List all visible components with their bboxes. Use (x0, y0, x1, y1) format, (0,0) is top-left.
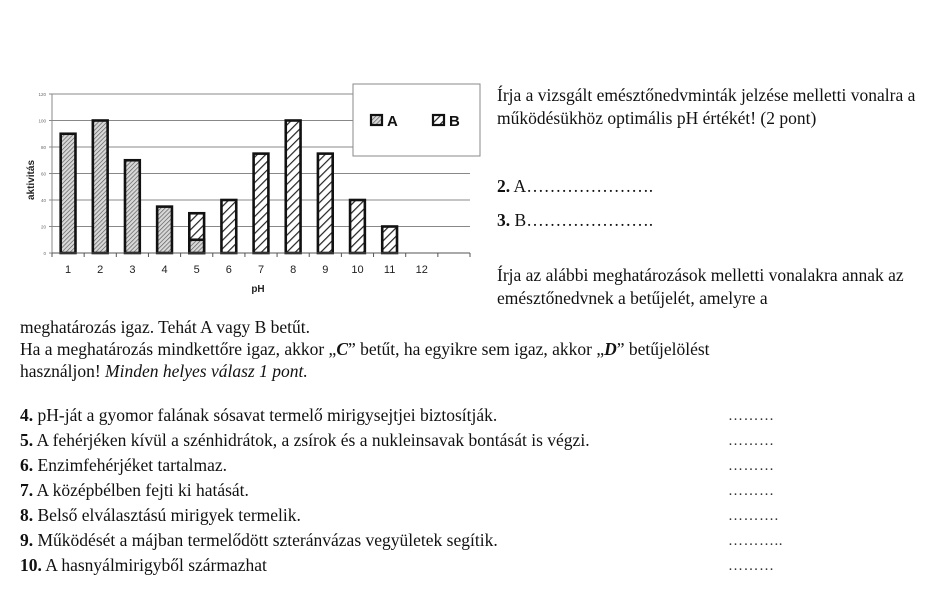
question-number: 10. (20, 555, 42, 575)
question-text: A hasnyálmirigyből származhat (45, 555, 267, 575)
answer-blank-b[interactable]: …………………. (526, 210, 654, 230)
answer-letter: A (513, 176, 527, 196)
question-text: Enzimfehérjéket tartalmaz. (37, 455, 227, 475)
y-tick-label: 60 (40, 171, 46, 177)
question-item (20, 430, 590, 451)
question-number: 5. (20, 430, 34, 450)
bars (61, 121, 397, 254)
question-number: 4. (20, 405, 34, 425)
text-fragment: használjon! (20, 361, 106, 381)
bar-b-ph8 (286, 121, 301, 254)
x-tick-label: 4 (161, 264, 168, 276)
x-tick-label: 8 (290, 264, 297, 276)
letter-c: C (336, 339, 349, 359)
paragraph-line-1: meghatározás igaz. Tehát A vagy B betűt. (20, 317, 311, 337)
bar-b-ph7 (254, 154, 269, 253)
question-item (20, 405, 497, 426)
bar-a-ph5 (189, 240, 204, 253)
x-tick-label: 7 (257, 264, 265, 276)
legend-swatch-a (371, 115, 382, 125)
y-axis-ticks (38, 92, 52, 256)
question-item (20, 455, 227, 476)
question-number: 9. (20, 530, 34, 550)
x-tick-label: 11 (383, 264, 396, 276)
x-tick-label: 5 (193, 264, 200, 276)
legend (353, 84, 480, 156)
question-text: A fehérjéken kívül a szénhidrátok, a zsírok és a nukleinsavak bontását is végzi. (36, 430, 590, 450)
legend-swatch-b (433, 115, 444, 125)
y-tick-label: 0 (43, 251, 46, 256)
y-tick-label: 100 (38, 118, 46, 124)
bar-a-ph1 (61, 134, 76, 253)
question-text: Belső elválasztású mirigyek termelik. (37, 505, 301, 525)
answer-number: 2. (497, 176, 511, 196)
question-text: A középbélben fejti ki hatását. (36, 480, 249, 500)
question-item (20, 480, 249, 501)
x-tick-label: 1 (65, 264, 72, 276)
text-fragment: ” betűjelölést (616, 339, 710, 359)
answer-line-b (497, 210, 653, 231)
instruction-letter-assignment: Írja az alábbi meghatározások melletti vonalakra annak az emésztőnedvnek a betűjelét, amelyre a (497, 265, 904, 308)
x-axis (52, 253, 470, 276)
bar-a-ph4 (157, 207, 172, 253)
y-tick-label: 20 (40, 224, 46, 230)
question-text: Működését a májban termelődött szteránvázas vegyületek segítik. (37, 530, 498, 550)
letter-d: D (604, 339, 617, 359)
x-tick-label: 12 (415, 264, 428, 276)
answer-blank[interactable]: ……… (728, 433, 775, 449)
paragraph-line-2 (20, 338, 710, 360)
legend-label-b: B (449, 113, 460, 130)
y-tick-label: 40 (40, 198, 46, 203)
question-item (20, 505, 301, 526)
question-number: 8. (20, 505, 34, 525)
paragraph-line-3 (20, 360, 308, 382)
activity-bar-chart (0, 80, 490, 300)
answer-blank[interactable]: ……… (728, 558, 775, 574)
answer-line-a (497, 176, 653, 197)
answer-blank[interactable]: ……… (728, 483, 775, 499)
question-text: pH-ját a gyomor falának sósavat termelő mirigysejtjei biztosítják. (37, 405, 498, 425)
y-axis-label: aktivitás (26, 159, 37, 201)
answer-letter: B (514, 210, 527, 230)
question-item (20, 555, 267, 576)
answer-blank[interactable]: ………. (728, 508, 779, 524)
bar-a-ph2 (93, 121, 108, 254)
question-number: 7. (20, 480, 34, 500)
bar-b-ph6 (221, 200, 236, 253)
x-tick-label: 3 (129, 264, 136, 276)
x-tick-label: 6 (225, 264, 232, 276)
answer-blank[interactable]: ……… (728, 458, 775, 474)
x-tick-label: 9 (322, 264, 329, 276)
answer-blank-a[interactable]: …………………. (526, 176, 654, 196)
bar-b-ph9 (318, 154, 333, 253)
scoring-note: Minden helyes válasz 1 pont. (105, 361, 308, 381)
answer-blank[interactable]: ……… (728, 408, 775, 424)
answer-blank[interactable]: ……….. (728, 533, 783, 549)
x-tick-label: 2 (97, 264, 104, 276)
answer-number: 3. (497, 210, 511, 230)
x-axis-label: pH (251, 284, 265, 295)
question-item (20, 530, 498, 551)
x-tick-label: 10 (351, 264, 364, 276)
question-number: 6. (20, 455, 34, 475)
bar-b-ph10 (350, 200, 365, 253)
text-fragment: ” betűt, ha egyikre sem igaz, akkor „ (348, 339, 605, 359)
bar-a-ph3 (125, 160, 140, 253)
y-tick-label: 120 (38, 92, 46, 97)
text-fragment: Ha a meghatározás mindkettőre igaz, akkor „ (20, 339, 337, 359)
instruction-optimal-ph: Írja a vizsgált emésztőnedvminták jelzése melletti vonalra a működésükhöz optimális pH értékét! (2 pont) (497, 85, 916, 128)
y-tick-label: 80 (40, 145, 46, 150)
legend-label-a: A (387, 113, 398, 130)
bar-b-ph11 (382, 227, 397, 254)
